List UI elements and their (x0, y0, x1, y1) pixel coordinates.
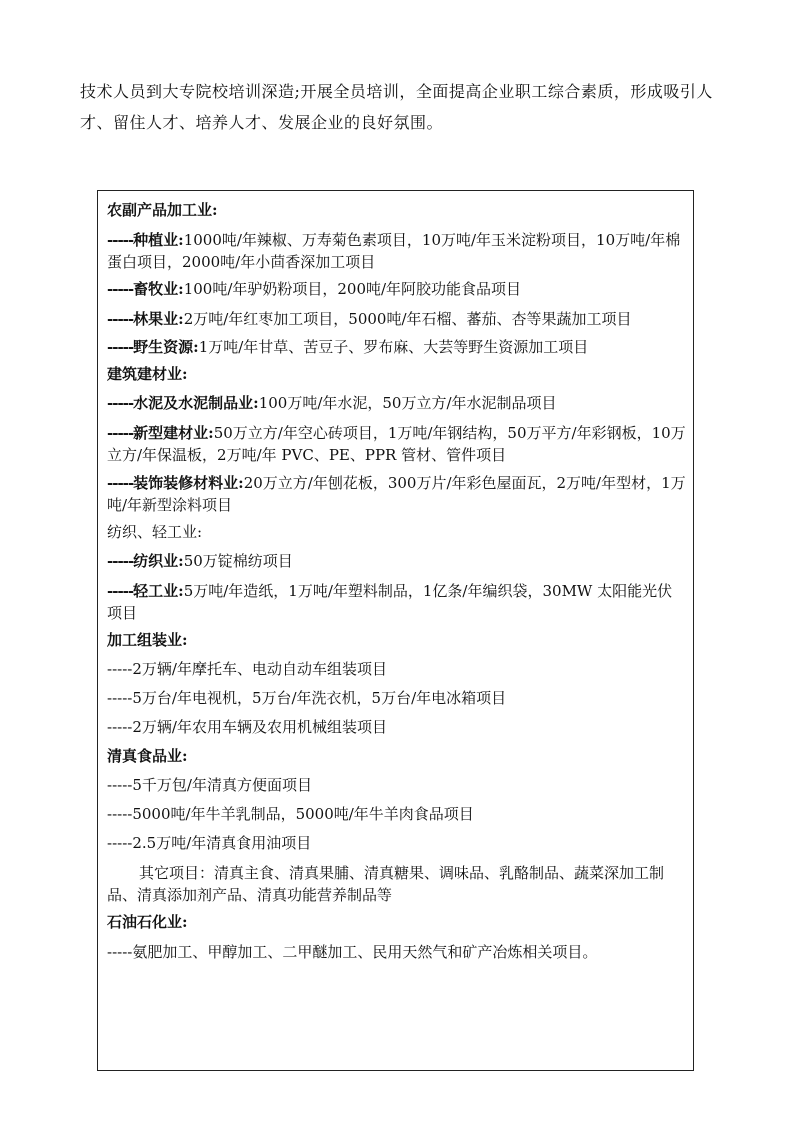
entry-category: 纺织业: (133, 552, 184, 570)
halal-item: -----5000吨/年牛羊乳制品，5000吨/年牛羊肉食品项目 (107, 805, 474, 823)
entry-text: 50万锭棉纺项目 (183, 552, 293, 570)
entry-light-industry (107, 580, 687, 624)
section-title-petro: 石油石化业: (107, 913, 188, 931)
entry-fruit (107, 308, 687, 330)
entry-wild (107, 336, 687, 358)
assembly-item: -----5万台/年电视机，5万台/年洗衣机，5万台/年电冰箱项目 (107, 689, 507, 707)
entry-category: 装饰装修材料业: (133, 474, 244, 492)
entry-text: 1万吨/年甘草、苦豆子、罗布麻、大芸等野生资源加工项目 (198, 338, 589, 356)
entry-dash: ----- (107, 474, 134, 492)
petro-item: -----氨肥加工、甲醇加工、二甲醚加工、民用天然气和矿产冶炼相关项目。 (107, 943, 598, 961)
entry-spinning (107, 551, 687, 571)
section-title-textile: 纺织、轻工业: (107, 523, 203, 541)
assembly-item: -----2万辆/年农用车辆及农用机械组装项目 (107, 718, 387, 736)
entry-dash: ----- (107, 582, 134, 600)
entry-dash: ----- (107, 280, 134, 298)
entry-text: 50万立方/年空心砖项目，1万吨/年钢结构，50万平方/年彩钢板，10万立方/年保温板，2万吨/年 PVC、PE、PPR 管材、管件项目 (107, 424, 686, 464)
entry-category: 新型建材业: (133, 424, 214, 442)
entry-category: 水泥及水泥制品业: (133, 394, 259, 412)
entry-category: 野生资源: (133, 338, 199, 356)
entry-dash: ----- (107, 552, 134, 570)
section-title-building: 建筑建材业: (107, 365, 188, 383)
assembly-item: -----2万辆/年摩托车、电动自动车组装项目 (107, 660, 387, 678)
halal-item: -----5千万包/年清真方便面项目 (107, 776, 312, 794)
industry-projects-table (97, 190, 694, 1071)
entry-category: 种植业: (133, 231, 184, 249)
section-title-halal: 清真食品业: (107, 747, 188, 765)
entry-dash: ----- (107, 424, 134, 442)
entry-cement (107, 393, 687, 413)
entry-text: 5万吨/年造纸，1万吨/年塑料制品，1亿条/年编织袋，30MW 太阳能光伏项目 (107, 582, 673, 622)
section-title-assembly: 加工组装业: (107, 631, 188, 649)
entry-text: 100万吨/年水泥，50万立方/年水泥制品项目 (258, 394, 557, 412)
entry-new-materials (107, 422, 687, 466)
entry-text: 100吨/年驴奶粉项目，200吨/年阿胶功能食品项目 (183, 280, 522, 298)
entry-text: 1000吨/年辣椒、万寿菊色素项目，10万吨/年玉米淀粉项目，10万吨/年棉蛋白项目，2000吨/年小茴香深加工项目 (107, 231, 681, 271)
entry-category: 畜牧业: (133, 280, 184, 298)
halal-item: -----2.5万吨/年清真食用油项目 (107, 834, 312, 852)
entry-dash: ----- (107, 394, 134, 412)
section-title-agri: 农副产品加工业: (107, 201, 218, 219)
entry-category: 林果业: (133, 310, 184, 328)
entry-dash: ----- (107, 310, 134, 328)
entry-dash: ----- (107, 231, 134, 249)
entry-dash: ----- (107, 338, 134, 356)
entry-text: 20万立方/年刨花板，300万片/年彩色屋面瓦，2万吨/年型材，1万吨/年新型涂料项目 (107, 474, 686, 514)
entry-livestock (107, 279, 687, 299)
halal-other-projects: 其它项目：清真主食、清真果脯、清真糖果、调味品、乳酪制品、蔬菜深加工制品、清真添加剂产品、清真功能营养制品等 (107, 864, 665, 904)
entry-text: 2万吨/年红枣加工项目，5000吨/年石榴、蕃茄、杏等果蔬加工项目 (183, 310, 632, 328)
entry-category: 轻工业: (133, 582, 184, 600)
entry-planting (107, 229, 687, 273)
entry-decoration (107, 472, 687, 516)
intro-paragraph: 技术人员到大专院校培训深造;开展全员培训，全面提高企业职工综合素质，形成吸引人才、留住人才、培养人才、发展企业的良好氛围。 (80, 82, 713, 132)
